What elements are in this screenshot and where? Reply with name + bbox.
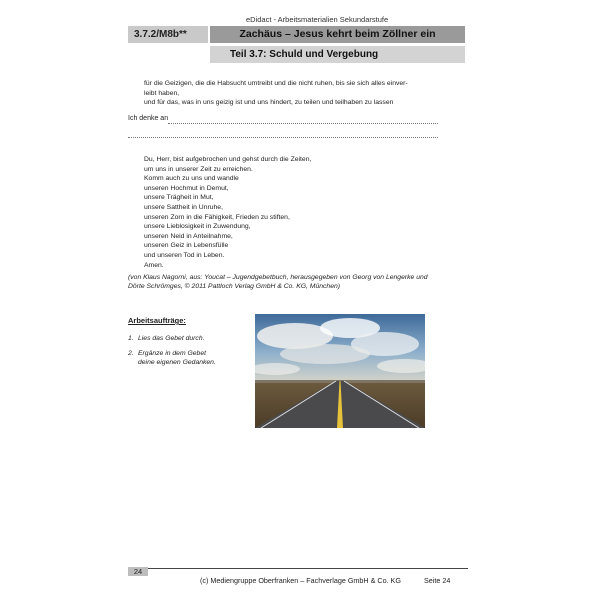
road-photo-illustration [255,314,425,428]
writing-line[interactable] [168,123,438,124]
prayer-line: Amen. [144,261,164,269]
prayer-line: unsere Sattheit in Unruhe, [144,203,223,211]
prayer-line: unseren Hochmut in Demut, [144,184,229,192]
road-photo [255,314,425,428]
task-text: Ergänze in dem Gebet [138,350,207,357]
intro-line: und für das, was in uns geizig ist und uns hindert, zu teilen und teilhaben zu lassen [144,99,394,106]
think-field[interactable] [128,115,438,127]
footer-publisher: (c) Mediengruppe Oberfranken – Fachverlage GmbH & Co. KG [200,576,401,585]
task-item [128,334,205,343]
prayer-line: unseren Zorn in die Fähigkeit, Frieden zu stiften, [144,213,290,221]
source-citation [128,273,458,291]
header-caption: eDidact - Arbeitsmaterialien Sekundarstufe [246,15,389,24]
writing-line[interactable] [128,137,438,138]
page-number-badge: 24 [128,567,148,576]
source-line: (von Klaus Nagorni, aus: Youcat – Jugendgebetbuch, herausgegeben von Georg von Lengerke und [128,274,428,281]
task-number: 2. [128,350,134,357]
footer-rule [128,568,468,569]
page-title: Zachäus – Jesus kehrt beim Zöllner ein [210,26,465,43]
intro-line: leibt haben, [144,89,180,97]
task-item [128,349,216,367]
prayer-line: Du, Herr, bist aufgebrochen und gehst durch die Zeiten, [144,156,312,163]
think-label: Ich denke an [128,115,169,122]
source-line: Dörte Schrömges, © 2011 Pattloch Verlag GmbH & Co. KG, München) [128,283,341,291]
task-number: 1. [128,335,134,342]
prayer-line: und unseren Tod in Leben. [144,251,225,259]
prayer-line: unseren Neid in Anteilnahme, [144,232,233,240]
footer-page-label: Seite 24 [424,576,451,585]
prayer-line: unsere Lieblosigkeit in Zuwendung, [144,223,251,231]
prayer-line: unseren Geiz in Lebensfülle [144,242,229,250]
page-subtitle: Teil 3.7: Schuld und Vergebung [210,46,465,63]
prayer-text [144,155,444,270]
material-code: 3.7.2/M8b** [128,26,208,43]
prayer-line: unsere Trägheit in Mut, [144,194,214,202]
tasks-heading: Arbeitsaufträge: [128,316,186,325]
task-text: Lies das Gebet durch. [138,335,205,342]
prayer-line: Komm auch zu uns und wandle [144,175,239,183]
intro-line: für die Geizigen, die die Habsucht umtreibt und die nicht ruhen, bis sie sich alles einver- [144,80,408,87]
prayer-line: um uns in unserer Zeit zu erreichen. [144,165,253,173]
task-text: deine eigenen Gedanken. [138,359,216,366]
intro-text [144,79,444,108]
